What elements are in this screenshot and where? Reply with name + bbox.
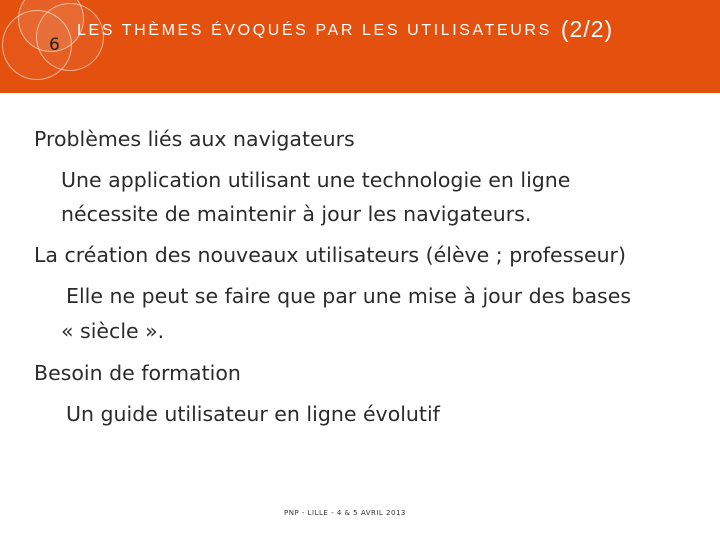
bullet-text: nécessite de maintenir à jour les navigateurs. <box>61 202 532 226</box>
bullet-heading: La création des nouveaux utilisateurs (élève ; professeur) <box>34 243 626 267</box>
slide-title-text: LES THÈMES ÉVOQUÉS PAR LES UTILISATEURS <box>77 22 552 39</box>
slide-footer: PNP - LILLE - 4 & 5 AVRIL 2013 <box>284 509 406 517</box>
slide-title <box>77 16 613 43</box>
bullet-text: Un guide utilisateur en ligne évolutif <box>66 402 440 426</box>
slide-number: 6 <box>49 35 60 55</box>
slide-title-suffix: (2/2) <box>560 16 614 42</box>
bullet-heading: Problèmes liés aux navigateurs <box>34 127 355 151</box>
slide-header <box>0 0 720 93</box>
bullet-heading: Besoin de formation <box>34 361 241 385</box>
bullet-text: Une application utilisant une technologie en ligne <box>61 168 571 192</box>
decorative-circle <box>2 10 72 80</box>
bullet-text: Elle ne peut se faire que par une mise à jour des bases <box>66 284 632 308</box>
bullet-text: « siècle ». <box>61 319 165 343</box>
